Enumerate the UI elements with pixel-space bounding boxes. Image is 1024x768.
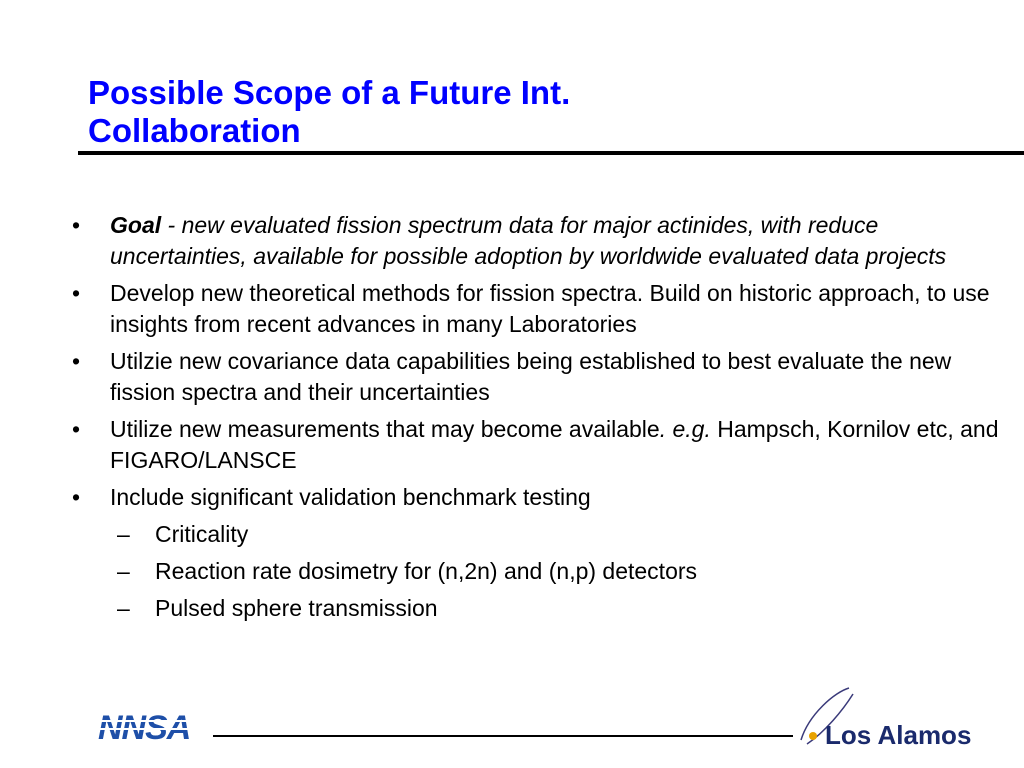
footer-rule: [213, 735, 793, 737]
bullet-theory-text: Develop new theoretical methods for fission spectra. Build on historic approach, to use insights from recent advances in many Laboratories: [110, 280, 990, 337]
sub-item-pulsed-sphere: [110, 593, 1000, 624]
bullet-covariance-text: Utilzie new covariance data capabilities being established to best evaluate the new fission spectra and their uncertainties: [110, 348, 952, 405]
sub-item-criticality: [110, 519, 1000, 550]
title-underline: [78, 151, 1024, 155]
bullet-goal-content: [110, 212, 946, 269]
bullet-covariance: [70, 346, 1000, 408]
los-alamos-logo-text: Los Alamos: [825, 720, 972, 750]
goal-text: - new evaluated fission spectrum data for major actinides, with reduce uncertainties, available for possible adoption by worldwide evaluated data projects: [110, 212, 947, 269]
dash-marker: –: [117, 558, 130, 584]
bullet-measurements: [70, 414, 1000, 476]
bullet-validation-text: Include significant validation benchmark testing: [110, 484, 591, 510]
bullet-measurements-text-a: Utilize new measurements that may become available: [110, 416, 660, 442]
dash-marker: –: [117, 521, 130, 547]
nnsa-logo: [96, 707, 200, 747]
bullet-theory: [70, 278, 1000, 340]
bullet-measurements-eg: . e.g.: [659, 416, 711, 442]
bullet-validation: [70, 482, 1000, 624]
sub-item-dosimetry: [110, 556, 1000, 587]
bullet-marker: •: [72, 416, 81, 442]
sub-item-text: Reaction rate dosimetry for (n,2n) and (n,p) detectors: [155, 558, 698, 584]
bullet-list: [70, 210, 1000, 630]
bullet-measurements-text-b: Hampsch, Kornilov etc, and FIGARO/LANSCE: [110, 416, 999, 473]
validation-sub-list: [110, 519, 1000, 624]
sub-item-text: Criticality: [155, 521, 249, 547]
los-alamos-logo: [795, 684, 995, 754]
dash-marker: –: [117, 595, 130, 621]
bullet-marker: •: [72, 484, 81, 510]
bullet-goal: [70, 210, 1000, 272]
slide-title: Possible Scope of a Future Int. Collaboration: [88, 74, 571, 149]
goal-label: Goal: [110, 212, 162, 238]
bullet-marker: •: [72, 348, 81, 374]
sub-item-text: Pulsed sphere transmission: [155, 595, 438, 621]
bullet-marker: •: [72, 280, 81, 306]
bullet-marker: •: [72, 212, 81, 238]
nnsa-logo-text: NNSA: [98, 709, 191, 747]
